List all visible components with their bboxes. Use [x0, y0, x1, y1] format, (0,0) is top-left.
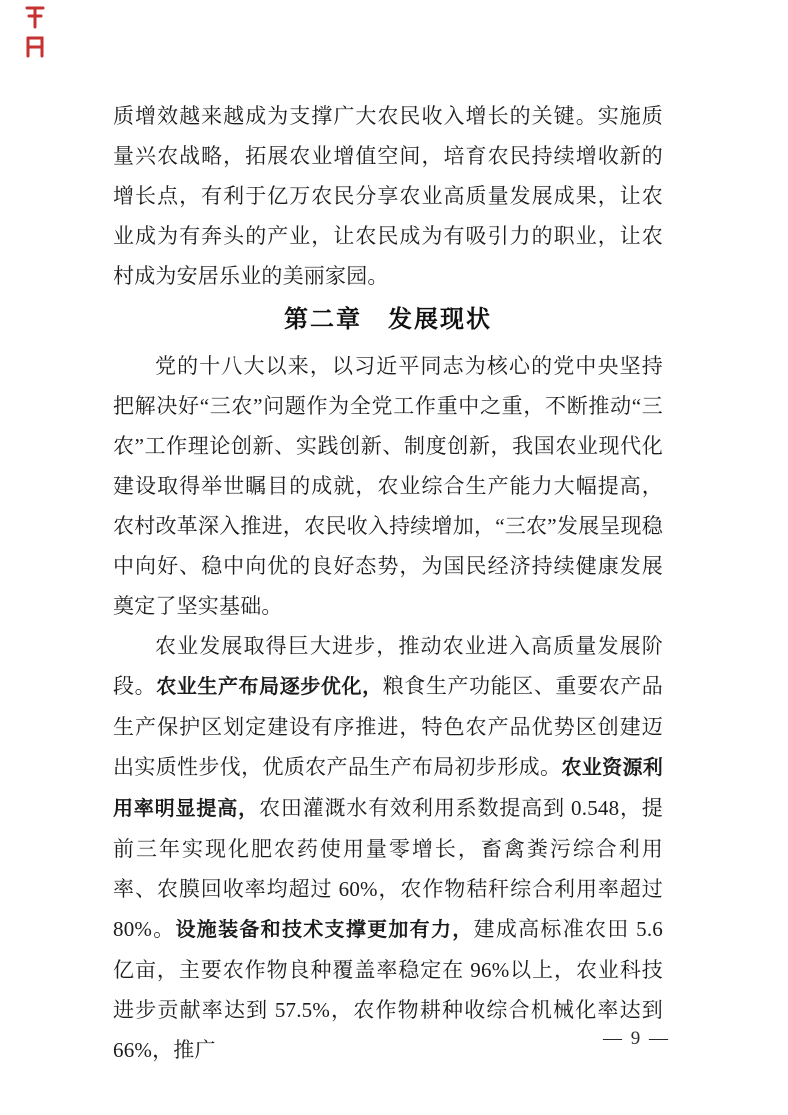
text-run: 农田灌溉水有效利用系数提高到 0.548，提前三年实现化肥农药使用量零增长，畜禽粪污综合利用率、农膜回收率均超过 60%，农作物秸秆综合利用率超过 80%。	[113, 796, 663, 941]
bold-text-run: 农业资源利用率明显提高，	[113, 757, 663, 820]
paragraph	[113, 96, 663, 296]
document-body	[113, 96, 663, 1070]
text-run: 党的十八大以来，以习近平同志为核心的党中央坚持把解决好“三农”问题作为全党工作重中之重，不断推动“三农”工作理论创新、实践创新、制度创新，我国农业现代化建设取得举世瞩目的成就，农业综合生产能力大幅提高，农村改革深入推进，农民收入持续增加，“三农”发展呈现稳中向好、稳中向优的良好态势，为国民经济持续健康发展奠定了坚实基础。	[113, 354, 663, 618]
paragraph	[113, 626, 663, 1070]
bold-text-run: 设施装备和技术支撑更加有力，	[175, 919, 474, 941]
red-stamp-fragment-top	[24, 4, 46, 30]
page-number: — 9 —	[603, 1028, 670, 1049]
paragraph	[113, 346, 663, 626]
text-run: 质增效越来越成为支撑广大农民收入增长的关键。实施质量兴农战略，拓展农业增值空间，培育农民持续增收新的增长点，有利于亿万农民分享农业高质量发展成果，让农业成为有奔头的产业，让农民成为有吸引力的职业，让农村成为安居乐业的美丽家园。	[113, 104, 663, 288]
red-stamp-fragment-bottom	[24, 35, 46, 59]
chapter-heading: 第二章 发展现状	[284, 306, 492, 333]
text-run: 粮食生产功能区、重要农产品生产保护区划定建设有序推进，特色农产品优势区创建迈出实质性步伐，优质农产品生产布局初步形成。	[113, 674, 663, 779]
text-run: 建成高标准农田 5.6 亿亩，主要农作物良种覆盖率稳定在 96%以上，农业科技进步贡献率达到 57.5%，农作物耕种收综合机械化率达到 66%，推广	[113, 917, 663, 1062]
text-run: 农业发展取得巨大进步，推动农业进入高质量发展阶段。	[113, 634, 663, 698]
red-scan-artifacts	[24, 4, 50, 64]
bold-text-run: 农业生产布局逐步优化，	[156, 676, 383, 698]
